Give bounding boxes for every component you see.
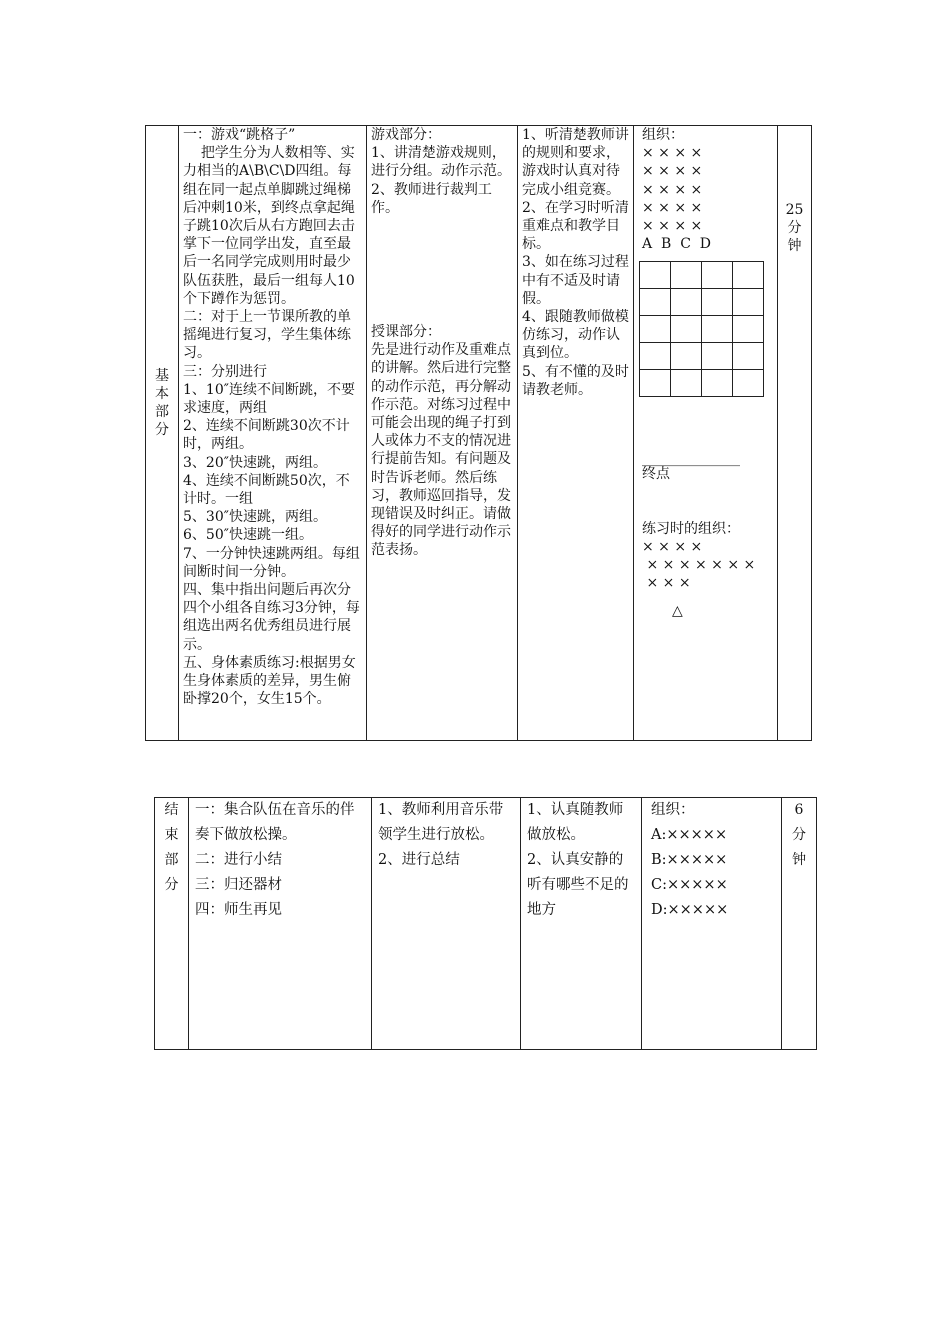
formation-row: C:××××× [651,877,728,893]
student-line: 5、有不懂的及时请教老师。 [522,363,629,398]
section-label: 基本部分 [155,368,169,438]
content-line: 4、连续不间断跳50次，不计时。一组 [183,472,350,508]
teacher-cell [367,126,518,741]
student-line: 1、听清楚教师讲的规则和要求，游戏时认真对待完成小组竞赛。 [522,127,629,198]
org-line: 组织： [651,802,695,818]
finish-label: 终点 [642,466,670,483]
content-line: 五、身体素质练习:根据男女生身体素质的差异，男生俯卧撑20个，女生15个。 [183,654,356,708]
formation-row: B:××××× [651,852,728,868]
content-line: 3、20″快速跳，两组。 [183,454,327,471]
formation-row: × × × × [642,218,703,235]
content-line: 6、50″快速跳一组。 [183,527,313,544]
teacher-line: 1、教师利用音乐带领学生进行放松。 [378,802,504,843]
group-labels: A B C D [642,236,712,253]
student-line: 4、跟随教师做模仿练习，动作认真到位。 [522,309,629,362]
content-line: 一：集合队伍在音乐的伴奏下做放松操。 [195,802,355,843]
organization-cell [634,126,778,741]
content-cell [189,798,372,1050]
formation-row: D:××××× [651,902,729,918]
content-line: 1、10″连续不间断跳，不要求速度，两组 [183,381,355,417]
section-label-cell [146,126,179,741]
formation-row: × × × × [642,145,703,162]
teacher-line: 2、教师进行裁判工作。 [371,181,492,216]
teacher-line: 先是进行动作及重难点的讲解。然后进行完整的动作示范，再分解动作示范。对练习过程中可能会出现的绳子打到人或体力不支的情况进行提前告知。有问题及时告诉老师。然后练习，教师巡回指导，发现错误及时纠正。请做得好的同学进行动作示范表扬。 [371,342,511,559]
teacher-position-icon: △ [672,603,683,620]
formation-row: × × × × × × × [642,557,756,574]
student-line: 1、认真随教师做放松。 [527,802,624,843]
student-line: 2、认真安静的听有哪些不足的地方 [527,852,629,918]
student-cell [518,126,634,741]
teacher-line: 游戏部分： [371,127,441,143]
time-cell [778,126,812,741]
content-line: 二：进行小结 [195,852,282,868]
rope-ladder-grid [639,261,764,397]
time-cell [782,798,817,1050]
content-line: 三：分别进行 [183,363,267,380]
content-line: 2、连续不间断跳30次不计时，两组。 [183,418,350,453]
student-line: 3、如在练习过程中有不适及时请假。 [522,254,629,307]
formation-row: × × × [642,575,691,592]
content-line: 三：归还器材 [195,877,282,893]
formation-row: A:××××× [651,827,728,843]
finish-line: ______________ [642,451,740,468]
time-label: 6分钟 [792,802,806,868]
student-line: 2、在学习时听清重难点和教学目标。 [522,199,629,253]
section-label: 结束部分 [164,802,179,893]
org-line: 组织： [642,127,684,143]
formation-row: × × × × [642,181,703,198]
content-line: 一：游戏“跳格子” [183,127,296,143]
organization-cell [642,798,782,1050]
content-line: 把学生分为人数相等、实力相当的A\B\C\D四组。每组在同一起点单脚跳过绳梯后冲刺10米，到终点拿起绳子跳10次后从右方跑回去击掌下一位同学出发，直至最后一名同学完成则用时最少队伍获胜，最后一组每人10个下蹲作为惩罚。 [183,145,355,307]
teacher-line: 2、进行总结 [378,852,460,868]
content-cell [179,126,367,741]
practice-org-label: 练习时的组织： [642,520,740,537]
formation-row: × × × × [642,163,703,180]
formation-row: × × × × [642,199,703,216]
formation-row: × × × × [642,538,703,555]
content-line: 四、集中指出问题后再次分四个小组各自练习3分钟，每组选出两名优秀组员进行展示。 [183,582,360,653]
content-line: 二：对于上一节课所教的单摇绳进行复习，学生集体练习。 [183,309,351,362]
content-line: 四：师生再见 [195,902,282,918]
section-label-cell [155,798,189,1050]
content-line: 7、一分钟快速跳两组。每组间断时间一分钟。 [183,545,360,580]
teacher-line: 授课部分： [371,324,441,341]
lesson-end-table [154,797,817,1050]
student-cell [521,798,642,1050]
time-label: 25分钟 [785,202,804,254]
content-line: 5、30″快速跳，两组。 [183,509,327,526]
teacher-line: 1、讲清楚游戏规则，进行分组。动作示范。 [371,145,511,180]
teacher-cell [372,798,521,1050]
lesson-main-table [145,125,812,741]
